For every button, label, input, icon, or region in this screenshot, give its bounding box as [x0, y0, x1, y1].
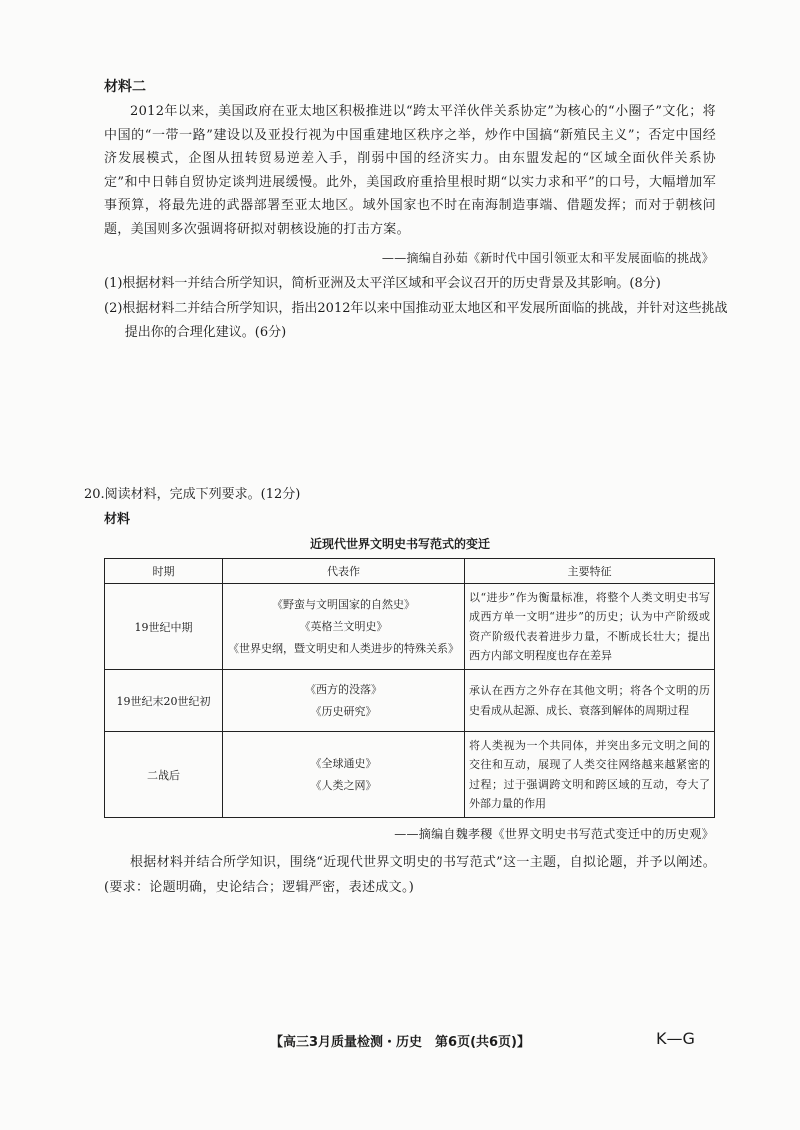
table-header-row: [105, 559, 715, 584]
page-footer: 【高三3月质量检测・历史 第6页(共6页)】: [269, 1035, 531, 1050]
table-row: [105, 670, 715, 732]
work-title: 《英格兰文明史》: [299, 619, 388, 633]
work-title: 《人类之网》: [310, 778, 377, 792]
feature-cell: 将人类视为一个共同体，并突出多元文明之间的交往和互动，展现了人类交往网络越来越紧密的过程；过于强调跨文明和跨区域的互动，夸大了外部力量的作用: [465, 732, 715, 818]
work-title: 《历史研究》: [310, 704, 377, 718]
period-cell: 二战后: [105, 732, 223, 818]
work-title: 《西方的没落》: [305, 682, 382, 696]
period-cell: 19世纪末20世纪初: [105, 670, 223, 732]
period-cell: 19世纪中期: [105, 584, 223, 670]
work-title: 《全球通史》: [310, 756, 377, 770]
q19-part2: (2)根据材料二并结合所学知识，指出2012年以来中国推动亚太地区和平发展所面临的挑战，并针对这些挑战提出你的合理化建议。(6分): [104, 301, 728, 340]
table-row: [105, 732, 715, 818]
table-header: 主要特征: [465, 559, 715, 584]
q20-prompt: 根据材料并结合所学知识，围绕“近现代世界文明史的书写范式”这一主题，自拟论题，并予以阐述。(要求：论题明确，史论结合；逻辑严密，表述成文。): [104, 855, 716, 895]
work-title: 《野蛮与文明国家的自然史》: [272, 597, 415, 611]
civilization-table: [104, 558, 715, 818]
q20-source: ——摘编自魏孝稷《世界文明史书写范式变迁中的历史观》: [394, 827, 714, 841]
feature-cell: 承认在西方之外存在其他文明；将各个文明的历史看成从起源、成长、衰落到解体的周期过程: [465, 670, 715, 732]
material2-body: 2012年以来，美国政府在亚太地区积极推进以“跨太平洋伙伴关系协定”为核心的“小圈子”文化；将中国的“一带一路”建设以及亚投行视为中国重建地区秩序之举，炒作中国搞“新殖民主义”；否定中国经济发展模式，企图从扭转贸易逆差入手，削弱中国的经济实力。由东盟发起的“区域全面伙伴关系协定”和中日韩自贸协定谈判进展缓慢。此外，美国政府重拾里根时期“以实力求和平”的口号，大幅增加军事预算，将最先进的武器部署至亚太地区。域外国家也不时在南海制造事端、借题发挥；而对于朝核问题，美国则多次强调将研拟对朝核设施的打击方案。: [104, 104, 716, 237]
works-cell: [223, 584, 465, 670]
table-title: 近现代世界文明史书写范式的变迁: [309, 537, 490, 551]
table-header: 时期: [105, 559, 223, 584]
q20-title: 20.阅读材料，完成下列要求。(12分): [84, 487, 301, 502]
works-cell: [223, 670, 465, 732]
works-cell: [223, 732, 465, 818]
table-header: 代表作: [223, 559, 465, 584]
material2-heading: 材料二: [104, 79, 146, 95]
material2-source: ——摘编自孙茹《新时代中国引领亚太和平发展面临的挑战》: [381, 251, 714, 265]
feature-cell: 以“进步”作为衡量标准，将整个人类文明史书写成西方单一文明“进步”的历史；认为中产阶级或资产阶级代表着进步力量，不断成长壮大；提出西方内部文明程度也存在差异: [465, 584, 715, 670]
work-title: 《世界史纲，暨文明史和人类进步的特殊关系》: [228, 641, 459, 655]
q20-material-label: 材料: [104, 512, 131, 527]
q19-part1: (1)根据材料一并结合所学知识，简析亚洲及太平洋区域和平会议召开的历史背景及其影响。(8分): [104, 276, 661, 291]
exam-code: K—G: [656, 1029, 695, 1048]
table-row: [105, 584, 715, 670]
